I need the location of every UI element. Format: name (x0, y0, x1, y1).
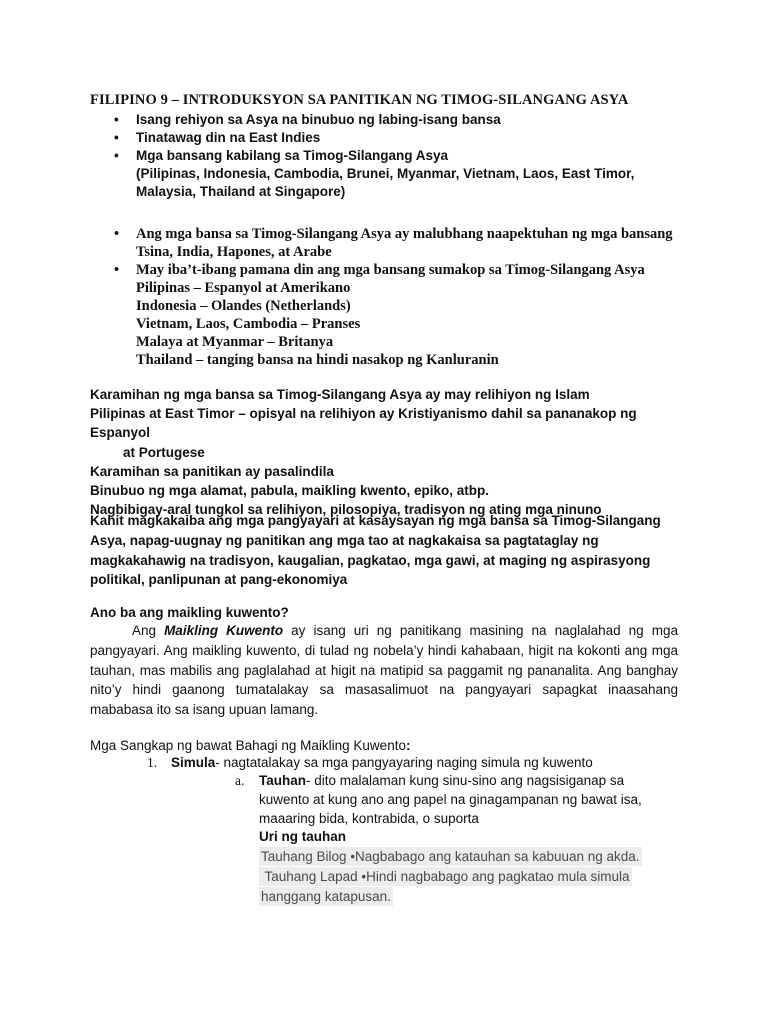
list-item: • Tinatawag din na East Indies (114, 129, 694, 147)
term-tauhan: Tauhan (259, 773, 306, 788)
list-item: • May iba’t-ibang pamana din ang mga bansang sumakop sa Timog-Silangang Asya Pilipinas – Espanyol at Amerikano Indonesia – Olandes (Netherlands) Vietnam, Laos, Cambodia – Pranses Malaya at Myanmar – Britanya Thailand – tanging bansa na hindi nasakop ng Kanluranin (114, 261, 694, 369)
term-simula: Simula (171, 755, 216, 770)
fact-line: Karamihan ng mga bansa sa Timog-Silangang Asya ay may relihiyon ng Islam (90, 387, 590, 402)
fact-line: Nagbibigay-aral tungkol sa relihiyon, pilosopiya, tradisyon ng ating mga ninuno (90, 502, 602, 518)
country-list-line: (Pilipinas, Indonesia, Cambodia, Brunei, Myanmar, Vietnam, Laos, East Timor, (136, 166, 635, 181)
highlight-line: Tauhang Lapad •Hindi nagbabago ang pagkatao mula simula (261, 868, 630, 884)
colonizer-line: Vietnam, Laos, Cambodia – Pranses (136, 316, 361, 332)
definition-paragraph: Ang Maikling Kuwento ay isang uri ng panitikang masining na naglalahad ng mga pangyayari. Ang maikling kuwento, di tulad ng nobela’y hindi kahabaan, higit na kokonti ang mga tauhan, mas mabilis ang paglalahad at higit na matipid sa paggamit ng pananalita. Ang banghay nito’y hindi gaanong tumatalakay sa masasalimuot na pangyayari sapagkat inaasahang mababasa ito sa isang upuan lamang. (90, 623, 678, 718)
colonizer-line: Indonesia – Olandes (Netherlands) (136, 298, 351, 314)
lettered-item-tauhan: a. Tauhan- dito malalaman kung sinu-sino ang nagsisiganap sa kuwento at kung ano ang papel na ginagampanan ng bawat isa, maaaring bida, kontrabida, o suporta Uri ng tauhan Tauhang Bilog •Nagbabago ang katauhan sa kabuuan ng akda. Tauhang Lapad •Hindi nagbabago ang pagkatao mula simula hanggang katapusan. (235, 772, 675, 907)
intro-bullet-list (114, 111, 694, 201)
sangkap-heading: Mga Sangkap ng bawat Bahagi ng Maikling Kuwento: (90, 738, 411, 753)
summary-paragraph: Kahit magkakaiba ang mga pangyayari at kasaysayan ng mga bansa sa Timog-Silangang Asya, napag-uugnay ng panitikan ang mga tao at nagkakaisa sa pagtataglay ng magkakahawig na tradisyon, kaugalian, pagkatao, mga gawi, at maging ng aspirasyong politikal, panlipunan at pang-ekonomiya (90, 513, 661, 588)
uri-heading: Uri ng tauhan (259, 829, 346, 845)
term-maikling-kuwento: Maikling Kuwento (164, 623, 284, 638)
section-question: Ano ba ang maikling kuwento? (90, 605, 289, 620)
numbered-item-simula: 1. Simula- nagtatalakay sa mga pangyayaring naging simula ng kuwento (147, 755, 593, 770)
fact-line: at Portugese (123, 444, 205, 460)
colonizer-line: Pilipinas – Espanyol at Amerikano (136, 280, 351, 296)
country-list-line: Malaysia, Thailand at Singapore) (136, 184, 346, 199)
colonizer-line: Malaya at Myanmar – Britanya (136, 334, 334, 350)
fact-line: Pilipinas at East Timor – opisyal na relihiyon ay Kristiyanismo dahil sa pananakop ng Espanyol (90, 406, 637, 441)
fact-line: Binubuo ng mga alamat, pabula, maikling kwento, epiko, atbp. (90, 483, 490, 499)
colonizer-line: Thailand – tanging bansa na hindi nasakop ng Kanluranin (136, 352, 499, 368)
colonial-bullet-list (114, 225, 694, 369)
highlight-line: Tauhang Bilog •Nagbabago ang katauhan sa kabuuan ng akda. (261, 849, 640, 865)
document-title: FILIPINO 9 – INTRODUKSYON SA PANITIKAN NG TIMOG-SILANGANG ASYA (90, 92, 629, 108)
list-item: • Ang mga bansa sa Timog-Silangang Asya ay malubhang naapektuhan ng mga bansang Tsina, India, Hapones, at Arabe (114, 225, 694, 261)
facts-block (90, 385, 690, 519)
highlight-line: hanggang katapusan. (261, 888, 391, 904)
list-item: • Mga bansang kabilang sa Timog-Silangang Asya (Pilipinas, Indonesia, Cambodia, Brunei, Myanmar, Vietnam, Laos, East Timor, Malaysia, Thailand at Singapore) (114, 147, 694, 201)
list-item: • Isang rehiyon sa Asya na binubuo ng labing-isang bansa (114, 111, 694, 129)
fact-line: Karamihan sa panitikan ay pasalindila (90, 463, 334, 479)
